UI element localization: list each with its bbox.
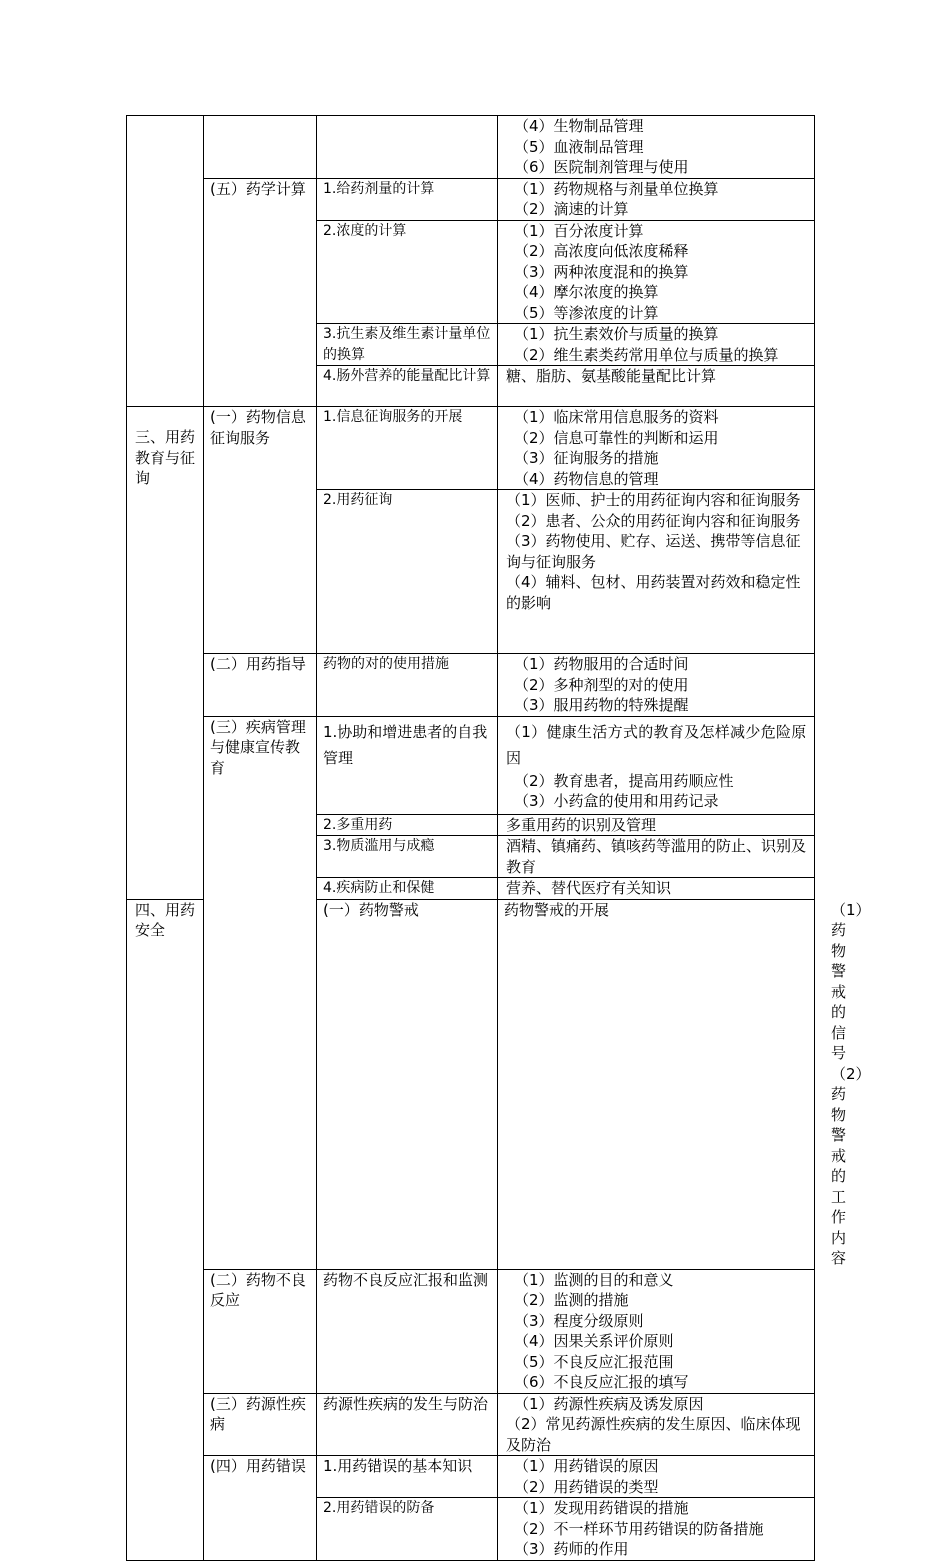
content-line: （1）抗生素效价与质量的换算 xyxy=(514,325,719,343)
content-cell xyxy=(498,178,815,220)
topic-text: 药物警戒的开展 xyxy=(504,900,610,919)
content-line: （2）滴速的计算 xyxy=(514,200,629,218)
content-line: （4）辅料、包材、用药装置对药效和稳定性的影响 xyxy=(506,573,801,612)
section-cell xyxy=(127,407,204,900)
content-cell xyxy=(498,220,815,324)
table-row xyxy=(127,1269,815,1393)
topic-cell xyxy=(317,1269,498,1393)
content-line: （1）用药错误的原因 xyxy=(514,1457,659,1475)
topic-text: 1.用药错误的基本知识 xyxy=(323,1457,473,1475)
content-line: （2）患者、公众的用药征询内容和征询服务 xyxy=(506,511,801,530)
content-line: 糖、脂肪、氨基酸能量配比计算 xyxy=(506,367,717,385)
section-title: 三、用药教育与征询 xyxy=(135,428,196,487)
content-cell xyxy=(498,1498,815,1561)
content-line: （2）监测的措施 xyxy=(514,1291,629,1309)
content-cell xyxy=(498,1269,815,1393)
unit-cell xyxy=(204,116,317,179)
content-line: （4）因果关系评价原则 xyxy=(514,1332,674,1350)
topic-cell: 2.用药征询 xyxy=(317,490,498,654)
topic-cell xyxy=(498,899,815,1269)
topic-text: 药源性疾病的发生与防治 xyxy=(323,1394,489,1413)
table-row xyxy=(127,407,815,490)
topic-cell: 1.给药剂量的计算 xyxy=(317,178,498,220)
content-line: （2）常见药源性疾病的发生原因、临床体现及防治 xyxy=(506,1415,801,1454)
content-line: （6）不良反应汇报的填写 xyxy=(514,1373,689,1391)
section-cell xyxy=(127,116,204,407)
topic-cell xyxy=(317,1393,498,1456)
content-line: （2）信息可靠性的判断和运用 xyxy=(514,428,719,447)
topic-cell xyxy=(317,116,498,179)
content-line: （2）不一样环节用药错误的防备措施 xyxy=(514,1519,764,1538)
content-line: （1）百分浓度计算 xyxy=(514,221,644,240)
unit-cell: (一）药物警戒 xyxy=(317,899,498,1269)
section-cell xyxy=(127,899,204,1560)
unit-cell: (五）药学计算 xyxy=(204,178,317,407)
content-line: （1）药物服用的合适时间 xyxy=(514,655,689,673)
content-cell xyxy=(498,814,815,836)
content-line: （1）发现用药错误的措施 xyxy=(514,1499,689,1517)
content-cell xyxy=(498,1393,815,1456)
content-line: （1）临床常用信息服务的资料 xyxy=(514,408,719,426)
content-line: （5）等渗浓度的计算 xyxy=(514,303,659,322)
table-row xyxy=(127,116,815,179)
topic-cell xyxy=(317,716,498,814)
unit-cell: (一）药物信息征询服务 xyxy=(204,407,317,654)
content-line: （5）不良反应汇报范围 xyxy=(514,1352,674,1371)
content-line: （3）两种浓度混和的换算 xyxy=(514,262,689,281)
content-line: （3）药师的作用 xyxy=(514,1540,629,1558)
content-line: 酒精、镇痛药、镇咳药等滥用的防止、识别及教育 xyxy=(506,837,807,876)
content-line: （1）药物规格与剂量单位换算 xyxy=(514,179,719,198)
content-cell xyxy=(498,324,815,366)
topic-cell: 4.疾病防止和保健 xyxy=(317,878,498,900)
unit-cell: (三）疾病管理与健康宣传教育 xyxy=(204,716,317,1269)
content-cell xyxy=(498,878,815,900)
content-line: （4）生物制品管理 xyxy=(514,117,644,135)
content-line: （1）监测的目的和意义 xyxy=(514,1270,674,1289)
content-line: （1）药物警戒的信号 xyxy=(831,900,871,1062)
table-row xyxy=(127,1456,815,1498)
unit-cell: (四）用药错误 xyxy=(204,1456,317,1561)
topic-cell: 3.物质滥用与成瘾 xyxy=(317,836,498,878)
content-line: （3）程度分级原则 xyxy=(514,1311,644,1330)
unit-cell: (二）药物不良反应 xyxy=(204,1269,317,1393)
topic-text: 药物不良反应汇报和监测 xyxy=(323,1270,489,1289)
topic-cell: 2.用药错误的防备 xyxy=(317,1498,498,1561)
unit-cell: (二）用药指导 xyxy=(204,654,317,717)
content-cell xyxy=(498,490,815,654)
topic-text: 1.协助和增进患者的自我管理 xyxy=(323,722,488,767)
table-row xyxy=(127,654,815,717)
content-line: （2）药物警戒的工作内容 xyxy=(831,1064,871,1267)
topic-cell: 3.抗生素及维生素计量单位的换算 xyxy=(317,324,498,366)
content-line: （5）血液制品管理 xyxy=(514,137,644,156)
content-line: （3）小药盒的使用和用药记录 xyxy=(514,792,719,810)
section-title: 四、用药安全 xyxy=(135,900,196,939)
content-line: （3）征询服务的措施 xyxy=(514,449,659,467)
content-cell xyxy=(498,407,815,490)
content-line: （2）高浓度向低浓度稀释 xyxy=(514,242,689,260)
content-cell xyxy=(498,836,815,878)
unit-cell: (三）药源性疾病 xyxy=(204,1393,317,1456)
content-cell xyxy=(498,654,815,717)
content-cell xyxy=(498,1456,815,1498)
content-line: （4）摩尔浓度的换算 xyxy=(514,283,659,301)
topic-cell: 药物的对的使用措施 xyxy=(317,654,498,717)
content-line: （2）用药错误的类型 xyxy=(514,1477,659,1496)
content-cell xyxy=(498,716,815,814)
topic-cell: 2.多重用药 xyxy=(317,814,498,836)
table-row xyxy=(127,716,815,814)
content-cell xyxy=(498,116,815,179)
topic-cell xyxy=(317,1456,498,1498)
content-line: 多重用药的识别及管理 xyxy=(506,815,657,834)
content-line: （2）教育患者，提高用药顺应性 xyxy=(514,771,734,790)
topic-cell: 4.肠外营养的能量配比计算 xyxy=(317,366,498,407)
content-cell xyxy=(498,366,815,407)
table-row xyxy=(127,178,815,220)
table-row xyxy=(127,1393,815,1456)
content-line: （1）医师、护士的用药征询内容和征询服务 xyxy=(506,491,801,509)
topic-cell: 2.浓度的计算 xyxy=(317,220,498,324)
content-line: （2）多种剂型的对的使用 xyxy=(514,675,689,694)
topic-cell: 1.信息征询服务的开展 xyxy=(317,407,498,490)
content-line: （3）药物使用、贮存、运送、携带等信息征询与征询服务 xyxy=(506,532,801,571)
content-line: （2）维生素类药常用单位与质量的换算 xyxy=(514,345,779,364)
content-line: 营养、替代医疗有关知识 xyxy=(506,879,672,897)
content-line: （1）健康生活方式的教育及怎样减少危险原因 xyxy=(506,722,807,767)
content-line: （3）服用药物的特殊提醒 xyxy=(514,696,689,714)
content-line: （4）药物信息的管理 xyxy=(514,469,659,488)
content-line: （1）药源性疾病及诱发原因 xyxy=(514,1394,704,1413)
content-line: （6）医院制剂管理与使用 xyxy=(514,158,689,176)
